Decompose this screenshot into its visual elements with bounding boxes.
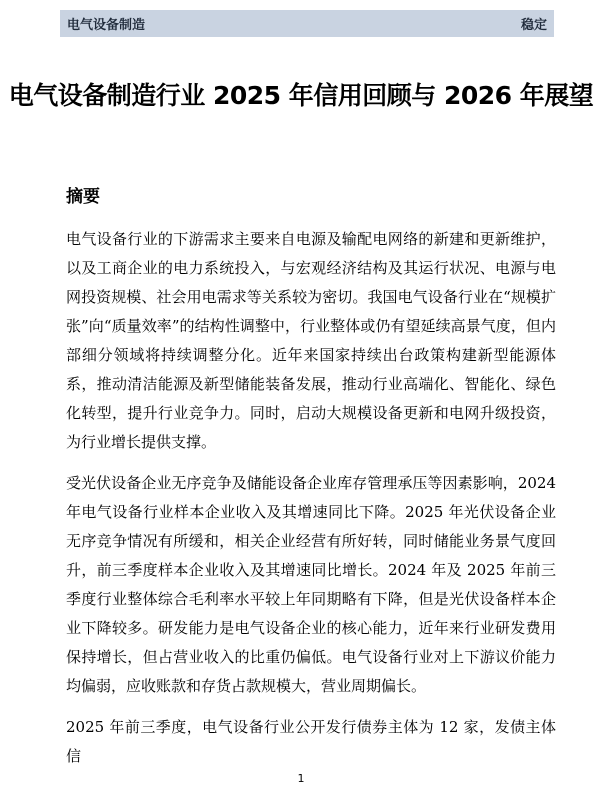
paragraph: 电气设备行业的下游需求主要来自电源及输配电网络的新建和更新维护，以及工商企业的电力系统投入，与宏观经济结构及其运行状况、电源与电网投资规模、社会用电需求等关系较为密切。我国电气设备行业在“规模扩张”向“质量效率”的结构性调整中，行业整体或仍有望延续高景气度，但内部细分领域将持续调整分化。近年来国家持续出台政策构建新型能源体系，推动清洁能源及新型储能装备发展，推动行业高端化、智能化、绿色化转型，提升行业竞争力。同时，启动大规模设备更新和电网升级投资，为行业增长提供支撑。 [66,230,556,451]
header-rating-outlook: 稳定 [520,18,547,33]
paragraph: 受光伏设备企业无序竞争及储能设备企业库存管理承压等因素影响，2024 年电气设备行业样本企业收入及其增速同比下降。2025 年光伏设备企业无序竞争情况有所缓和，相关企业经营有所好转，同时储能业务景气度回升，前三季度样本企业收入及其增速同比增长。2024 年及 2025 年前三季度行业整体综合毛利率水平较上年同期略有下降，但是光伏设备样本企业下降较多。研发能力是电气设备企业的核心能力，近年来行业研发费用保持增长，但占营业收入的比重仍偏低。电气设备行业对上下游议价能力均偏弱，应收账款和存货占款规模大，营业周期偏长。 [66,474,556,695]
page-header [60,10,554,37]
section-heading-abstract: 摘要 [66,187,100,207]
report-title: 电气设备制造行业 2025 年信用回顾与 2026 年展望 [8,81,594,110]
page-number: 1 [297,772,305,785]
paragraph: 2025 年前三季度，电气设备行业公开发行债券主体为 12 家，发债主体信 [66,718,556,765]
header-category: 电气设备制造 [67,18,146,33]
abstract-body [66,225,556,783]
